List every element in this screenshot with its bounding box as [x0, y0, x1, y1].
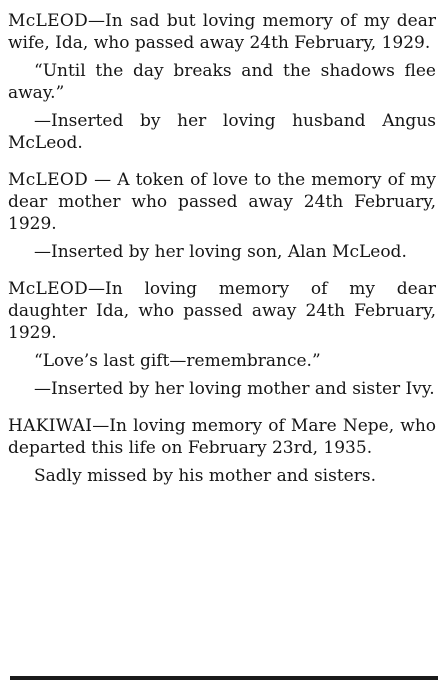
notice-dash: —: [88, 279, 105, 299]
notice-text: [8, 415, 436, 459]
notice-body: A token of love to the memory of my dear mother who passed away 24th February, 1929.: [8, 170, 437, 234]
notice-inserted-by: —Inserted by her loving husband Angus McLeod.: [8, 111, 436, 153]
notice-surname: McLEOD: [8, 170, 88, 190]
notice-inserted-by: —Inserted by her loving mother and sister Ivy.: [34, 379, 435, 399]
notice-surname: HAKIWAI: [8, 416, 93, 436]
notice-verse: “Love’s last gift—remembrance.”: [34, 351, 321, 371]
notice-surname: McLEOD: [8, 11, 88, 31]
notice-surname: McLEOD: [8, 279, 88, 299]
notice-dash: —: [88, 11, 105, 31]
column-rule: [10, 676, 438, 680]
notice-mcleod-wife: [8, 10, 436, 154]
notice-text: [8, 278, 436, 344]
notice-text: [8, 169, 436, 235]
notice-body: In loving memory of Mare Nepe, who departed this life on February 23rd, 1935.: [8, 416, 436, 458]
notice-hakiwai: [8, 415, 436, 487]
notice-verse: “Until the day breaks and the shadows flee away.”: [8, 61, 436, 103]
notice-body: In sad but loving memory of my dear wife, Ida, who passed away 24th February, 1929.: [8, 11, 436, 53]
notice-mcleod-daughter: [8, 278, 436, 400]
notice-mcleod-mother: [8, 169, 436, 263]
notice-closing: Sadly missed by his mother and sisters.: [34, 466, 376, 486]
notice-body: In loving memory of my dear daughter Ida, who passed away 24th February, 1929.: [8, 279, 436, 343]
notice-dash: —: [92, 416, 110, 436]
notice-inserted-by: —Inserted by her loving son, Alan McLeod.: [34, 242, 407, 262]
notice-text: [8, 10, 436, 54]
notice-dash: —: [88, 170, 118, 190]
